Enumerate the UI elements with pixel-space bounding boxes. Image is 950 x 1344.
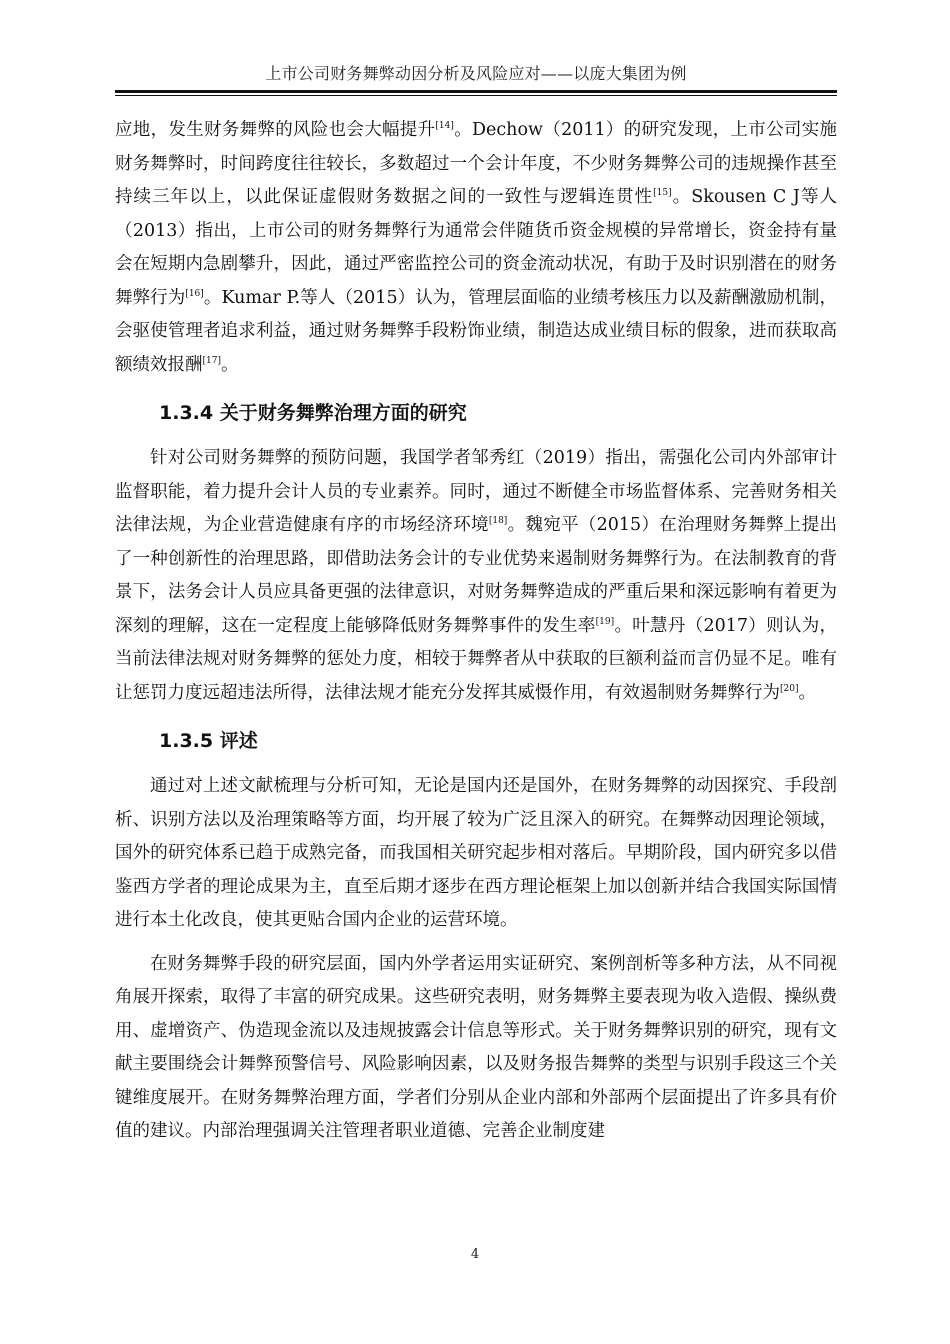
paragraph-review-1: 通过对上述文献梳理与分析可知，无论是国内还是国外，在财务舞弊的动因探究、手段剖析、识别方法以及治理策略等方面，均开展了较为广泛且深入的研究。在舞弊动因理论领域，国外的研究体系已趋于成熟完备，而我国相关研究起步相对落后。早期阶段，国内研究多以借鉴西方学者的理论成果为主，直至后期才逐步在西方理论框架上加以创新并结合我国实际国情进行本土化改良，使其更贴合国内企业的运营环境。 [115,776,837,930]
citation-ref: [16] [185,288,204,299]
header-rule-thin [115,95,837,96]
citation-ref: [18] [488,516,508,526]
text-run: 针对公司财务舞弊的预防问题，我国学者邹秀红（2019）指出，需强化公司内外部审计监督职能，着力提升会计人员的专业素养。同时，通过不断健全市场监督体系、完善财务相关法律法规，为企业营造健康有序的市场经济环境 [115,448,837,535]
text-run: 。魏宛平（2015）在治理财务舞弊上提出了一种创新性的治理思路，即借助法务会计的专业优势来遏制财务舞弊行为。在法制教育的背景下，法务会计人员应具备更强的法律意识，对财务舞弊造成的严重后果和深远影响有着更为深刻的理解，这在一定程度上能够降低财务舞弊事件的发生率 [115,515,837,636]
text-run: 。Dechow（2011）的研究发现，上市公司实施财务舞弊时，时间跨度往往较长，多数超过一个会计年度，不少财务舞弊公司的违规操作甚至持续三年以上，以此保证虚假财务数据之间的一致性与逻辑连贯性 [115,120,837,207]
running-header: 上市公司财务舞弊动因分析及风险应对——以庞大集团为例 [265,64,687,83]
page-number: 4 [470,1247,480,1262]
citation-ref: [15] [653,188,672,198]
citation-ref: [20] [780,683,799,694]
text-run: 。 [220,354,239,375]
text-run: 。Skousen C J等人（2013）指出，上市公司的财务舞弊行为通常会伴随货币资金规模的异常增长，资金持有量会在短期内急剧攀升，因此，通过严密监控公司的资金流动状况，有助于及时识别潜在的财务舞弊行为 [115,187,838,308]
text-run: 。Kumar P.等人（2015）认为，管理层面临的业绩考核压力以及薪酬激励机制，会驱使管理者追求利益，通过财务舞弊手段粉饰业绩，制造达成业绩目标的假象，进而获取高额绩效报酬 [115,287,837,375]
header-rule-thick [115,90,837,93]
paragraph-gap [115,938,837,948]
section-heading-1-3-4: 1.3.4 关于财务舞弊治理方面的研究 [159,402,467,424]
citation-ref: [19] [595,616,615,627]
text-run: 应地，发生财务舞弊的风险也会大幅提升 [115,120,436,140]
paragraph-continued [115,114,837,382]
main-content [115,114,837,1149]
section-heading-1-3-5: 1.3.5 评述 [159,730,258,752]
text-run: 。叶慧丹（2017）则认为，当前法律法规对财务舞弊的惩处力度，相较于舞弊者从中获取的巨额利益而言仍显不足。唯有让惩罚力度远超违法所得，法律法规才能充分发挥其威慑作用，有效遏制财务舞弊行为 [115,615,837,703]
text-run: 。 [798,682,816,703]
paragraph-review-2: 在财务舞弊手段的研究层面，国内外学者运用实证研究、案例剖析等多种方法，从不同视角展开探索，取得了丰富的研究成果。这些研究表明，财务舞弊主要表现为收入造假、操纵费用、虚增资产、伪造现金流以及违规披露会计信息等形式。关于财务舞弊识别的研究，现有文献主要围绕会计舞弊预警信号、风险影响因素，以及财务报告舞弊的类型与识别手段这三个关键维度展开。在财务舞弊治理方面，学者们分别从企业内部和外部两个层面提出了许多具有价值的建议。内部治理强调关注管理者职业道德、完善企业制度建 [115,953,837,1141]
citation-ref: [14] [435,121,454,131]
paragraph-governance [115,442,837,710]
citation-ref: [17] [202,355,221,366]
